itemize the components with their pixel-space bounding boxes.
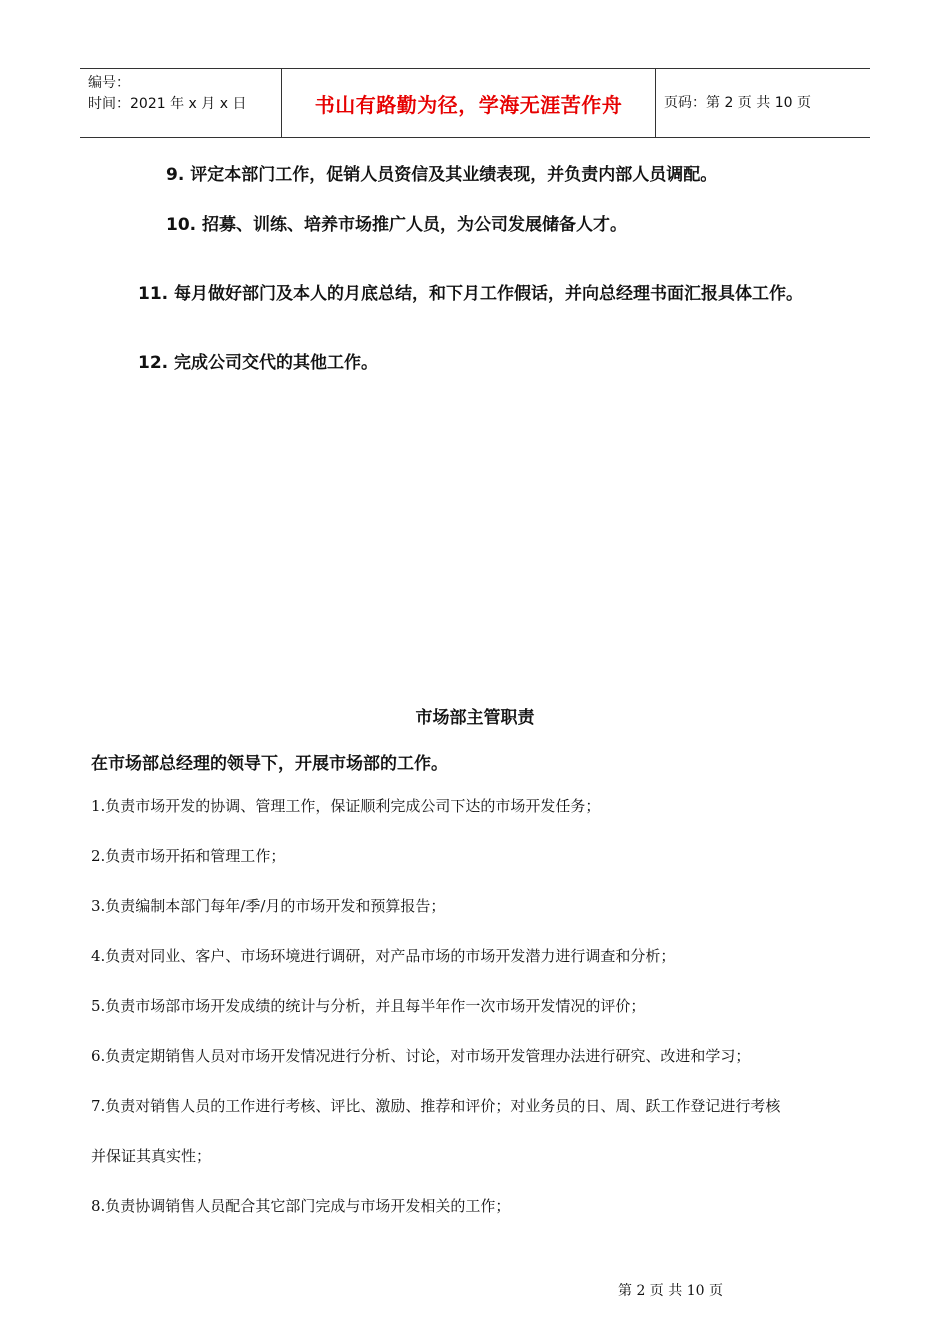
header-meta-cell	[80, 69, 282, 137]
top-item-12: 12. 完成公司交代的其他工作。	[138, 353, 379, 373]
motto-text: 书山有路勤为径，学海无涯苦作舟	[314, 92, 623, 117]
page-footer: 第 2 页 共 10 页	[618, 1283, 723, 1299]
header-motto-cell	[282, 69, 656, 137]
top-item-10: 10. 招募、训练、培养市场推广人员，为公司发展储备人才。	[166, 215, 628, 235]
section-title: 市场部主管职责	[415, 708, 535, 728]
code-label: 编号：	[88, 75, 130, 91]
top-item-11: 11. 每月做好部门及本人的月底总结，和下月工作假话，并向总经理书面汇报具体工作。	[138, 284, 804, 304]
header-page-cell	[656, 69, 870, 137]
duty-item-8: 8.负责协调销售人员配合其它部门完成与市场开发相关的工作；	[91, 1197, 511, 1215]
duty-item-7: 7.负责对销售人员的工作进行考核、评比、激励、推荐和评价；对业务员的日、周、跃工作登记进行考核	[91, 1097, 781, 1115]
time-label: 时间：2021 年 x 月 x 日	[88, 96, 247, 112]
section-intro: 在市场部总经理的领导下，开展市场部的工作。	[91, 754, 448, 774]
duty-item-3: 3.负责编制本部门每年/季/月的市场开发和预算报告；	[91, 897, 446, 915]
duty-item-1: 1.负责市场开发的协调、管理工作，保证顺利完成公司下达的市场开发任务；	[91, 797, 601, 815]
page-header	[80, 68, 870, 138]
page-info: 页码：第 2 页 共 10 页	[664, 94, 811, 111]
duty-item-2: 2.负责市场开拓和管理工作；	[91, 847, 286, 865]
duty-item-6: 6.负责定期销售人员对市场开发情况进行分析、讨论，对市场开发管理办法进行研究、改进和学习；	[91, 1047, 751, 1065]
duty-item-4: 4.负责对同业、客户、市场环境进行调研，对产品市场的市场开发潜力进行调查和分析；	[91, 947, 676, 965]
duty-item-7-continued: 并保证其真实性；	[91, 1147, 212, 1165]
top-item-9: 9. 评定本部门工作，促销人员资信及其业绩表现，并负责内部人员调配。	[166, 165, 718, 185]
duty-item-5: 5.负责市场部市场开发成绩的统计与分析，并且每半年作一次市场开发情况的评价；	[91, 997, 646, 1015]
